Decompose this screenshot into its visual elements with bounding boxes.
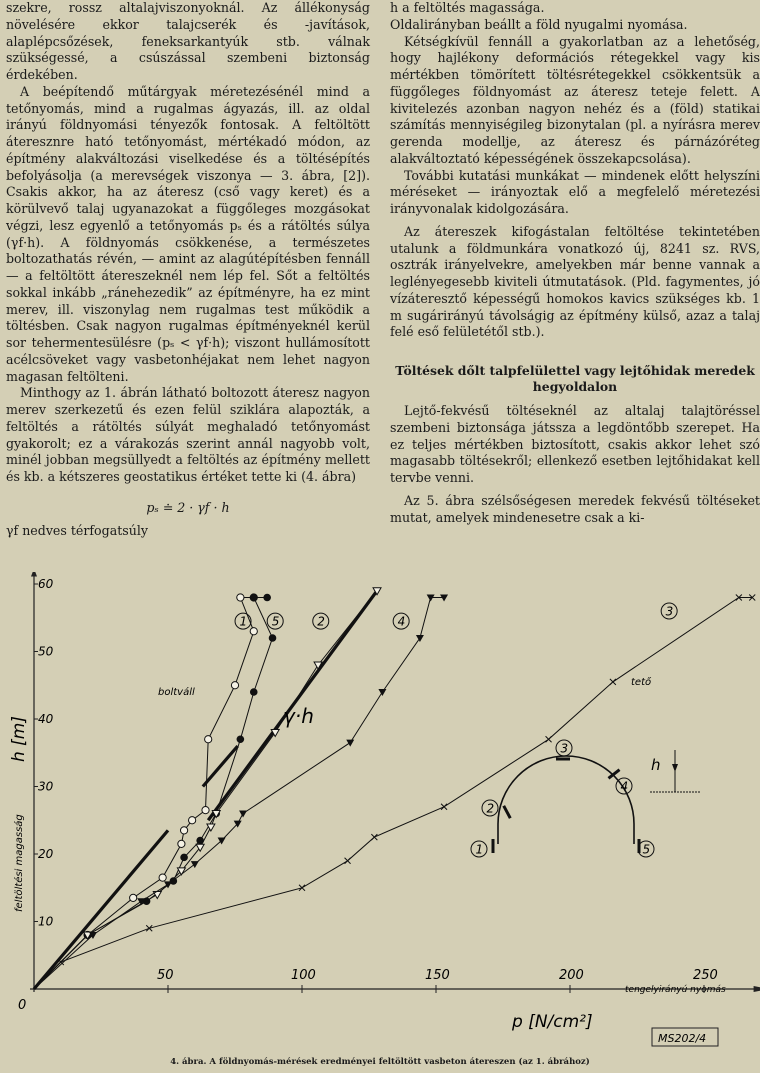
earth-pressure-chart <box>0 572 760 1069</box>
axes <box>30 572 760 993</box>
x-axis-arrow <box>754 986 760 992</box>
y-tick-label: 20 <box>38 847 54 861</box>
x-axis-label: p [N/cm²] <box>512 1012 593 1032</box>
data-point <box>191 861 199 868</box>
y-tick-label: 30 <box>38 779 54 794</box>
x-tick-label: 100 <box>291 968 316 983</box>
series-label: 3 <box>665 604 674 619</box>
x-tick-label: 50 <box>157 968 174 983</box>
right-paragraph-3: Az átereszek kifogástalan feltöltése tekintetében utalunk a földmunkára vonatkozó új, 8241 sz. RVS, osztrák irányelvekre, amelyekben már benne vannak a leglényegesebb kiviteli útmutatások. (Pld. fagymentes, jó vízáteresztő képességű homokos kavics szükséges kb. 1 m sugárirányú távolságig az építmény külső, azaz a talaj felé eső felületétől stb.). <box>390 223 760 340</box>
annotation-teto: tető <box>631 677 652 688</box>
gauge-label: 4 <box>620 779 629 794</box>
left-paragraph-3: Minthogy az 1. ábrán látható boltozott áteresz nagyon merev szerkezetű és ezen felül sziklára alapozták, a feltöltés a rátöltés súlyát meghaladó tetőnyomást gyakorolt; ez a várakozás szerint annál nagyobb volt, minél jobban megsüllyedt a feltöltés az építmény mellett és kb. a kétszeres geostatikus értéket tette ki (4. ábra) <box>6 385 370 484</box>
data-point <box>237 594 244 601</box>
formula: pₛ ≐ 2 · γf · h <box>146 499 230 515</box>
y-tick-label: 10 <box>38 914 54 929</box>
series-line <box>34 598 273 990</box>
gauge-mark <box>608 769 621 780</box>
y-tick-label: 60 <box>38 577 54 591</box>
data-point <box>237 735 245 743</box>
data-point <box>546 736 552 742</box>
series-label: 5 <box>271 614 280 629</box>
series-label: 2 <box>317 614 325 629</box>
gauge-label: 2 <box>486 801 495 816</box>
data-point <box>178 840 185 847</box>
y-axis-arrow <box>31 572 37 577</box>
data-point <box>180 827 187 834</box>
h-label: h <box>651 756 661 774</box>
gamma-h-line-lower <box>34 830 168 989</box>
data-point <box>299 885 305 891</box>
right-paragraph-1: Kétségkívül fennáll a gyakorlatban az a lehetőség, hogy hajlékony deformációs rétegekkel vagy kis mértékben tömörített töltésrétegekkel csökkentsük a függőleges földnyomást az áteresz teteje felett. A kivitelezés azonban nagyon nehéz és a (föld) statikai számítás mennyiségileg bizonytalan (pl. a nyírásra merev gerenda modellje, az áteresz és párnázóréteg alakváltoztató képességének összekapcsolása). <box>390 33 760 166</box>
data-point <box>250 688 258 696</box>
data-point <box>441 804 447 810</box>
chart-labels <box>9 676 726 1032</box>
left-column <box>6 0 370 539</box>
stamp-box <box>652 1028 718 1046</box>
series-group <box>34 588 755 989</box>
data-point <box>346 740 354 747</box>
right-column <box>390 0 760 526</box>
gamma-definition: γf nedves térfogatsúly <box>6 522 148 538</box>
data-point <box>180 854 188 862</box>
data-point <box>250 594 258 602</box>
data-point <box>371 834 377 840</box>
origin-label: 0 <box>18 998 27 1013</box>
gamma-h-reference-line <box>34 591 377 989</box>
gauge-label: 1 <box>475 842 484 857</box>
data-point <box>250 628 257 635</box>
stamp-text: MS202/4 <box>658 1032 707 1045</box>
figure-caption: 4. ábra. A földnyomás-mérések eredményei feltöltött vasbeton átereszen (az 1. ábrához) <box>170 1057 590 1067</box>
left-paragraph-1: szekre, rossz altalajviszonyoknál. Az állékonyság növelésére ekkor talajcserék és -javítások, alaplépcsőzések, feneksarkantyúk stb. válnak szükségessé, a csúszással szembeni biztonság érdekében. <box>6 0 370 82</box>
data-point <box>159 874 166 881</box>
annotation-boltvall: boltváll <box>158 687 195 698</box>
series-line <box>34 598 752 990</box>
series-label: 4 <box>397 614 406 629</box>
y-tick-label: 50 <box>38 644 54 659</box>
data-point <box>416 635 424 642</box>
right-paragraph-4: Lejtő-fekvésű töltéseknél az altalaj talajtöréssel szembeni biztonsága játssza a legdöntőbb szerepet. Ha ez teljes mértékben biztosított, csakis akkor lehet szó magasabb töltésekről; ellenkező esetben lejtőhidakat kell tervbe venni. <box>390 403 760 485</box>
x-axis-sublabel: tengelyirányú nyomás <box>625 985 726 995</box>
series-3 <box>34 595 755 990</box>
series-label: 1 <box>239 614 248 629</box>
section-heading: Töltések dőlt talpfelülettel vagy lejtőhidak meredek hegyoldalon <box>395 363 755 394</box>
data-point <box>263 594 271 602</box>
data-point <box>378 689 386 696</box>
data-point <box>130 894 137 901</box>
x-tick-label: 150 <box>425 968 450 983</box>
gauge-label: 3 <box>560 741 569 756</box>
gauge-mark <box>502 805 511 819</box>
culvert-arch <box>498 756 634 844</box>
figure-4 <box>0 572 760 1069</box>
x-tick-label: 250 <box>693 968 718 983</box>
data-point <box>231 682 238 689</box>
culvert-inset-diagram <box>471 740 700 857</box>
right-paragraph-5: Az 5. ábra szélsőségesen meredek fekvésű töltéseket mutat, amelyek mindenesetre csak a ki- <box>390 492 760 525</box>
gauge-mark <box>492 839 495 853</box>
annotation-gamma-h: γ·h <box>283 704 314 728</box>
data-point <box>239 811 247 818</box>
gauge-mark <box>556 758 570 761</box>
y-axis-label: h [m] <box>9 715 29 762</box>
y-tick-label: 40 <box>38 712 54 726</box>
y-axis-sublabel: feltöltési magasság <box>14 814 25 912</box>
data-point <box>345 858 351 864</box>
x-tick-label: 200 <box>559 968 584 983</box>
data-point <box>205 736 212 743</box>
right-paragraph-2: További kutatási munkákat — mindenek előtt helyszíni méréseket — irányoztak elő a megfelelő méretezési irányvonalak kidolgozására. <box>390 167 760 216</box>
h-definition: h a feltöltés magassága. <box>390 0 545 15</box>
data-point <box>189 817 196 824</box>
data-point <box>202 807 209 814</box>
data-point <box>610 679 616 685</box>
lateral-pressure-note: Oldalirányban beállt a föld nyugalmi nyomása. <box>390 16 688 32</box>
gauge-label: 5 <box>642 842 651 857</box>
left-paragraph-2: A beépítendő műtárgyak méretezésénél mind a tetőnyomás, mind a rugalmas ágyazás, ill. az oldal irányú földnyomási tényezők fontosak. A feltöltött áteresznre ható tetőnyomást, mértékadó módon, az építmény alakváltozási viselkedése és a töltésépítés befolyásolja (a merevségek viszonya — 3. ábra, [2]). Csakis akkor, ha az áteresz (cső vagy keret) és a körülvevő talaj ugyanazokat a függőleges mozgásokat végzi, lesz egyenlő a tetőnyomás pₛ és a rátöltés súlya (γf·h). A földnyomás csökkenése, a természetes boltozathatás révén, — amint az alagútépítésben fennáll — a feltöltött átereszeknél nem lép fel. Sőt a feltöltés sokkal inkább „ránehezedik” az építményre, ha ez mint merev, ill. viszonylag nem rugalmas test működik a töltésben. Csak nagyon rugalmas építményeknél kerül sor tehermentesülésre (pₛ < γf·h); viszont hullámosított acélcsöveket vagy vasbetonhéjakat nem lehet nagyon magasan feltölteni. <box>6 83 370 384</box>
data-point <box>269 634 277 642</box>
h-arrow-head <box>672 764 678 772</box>
